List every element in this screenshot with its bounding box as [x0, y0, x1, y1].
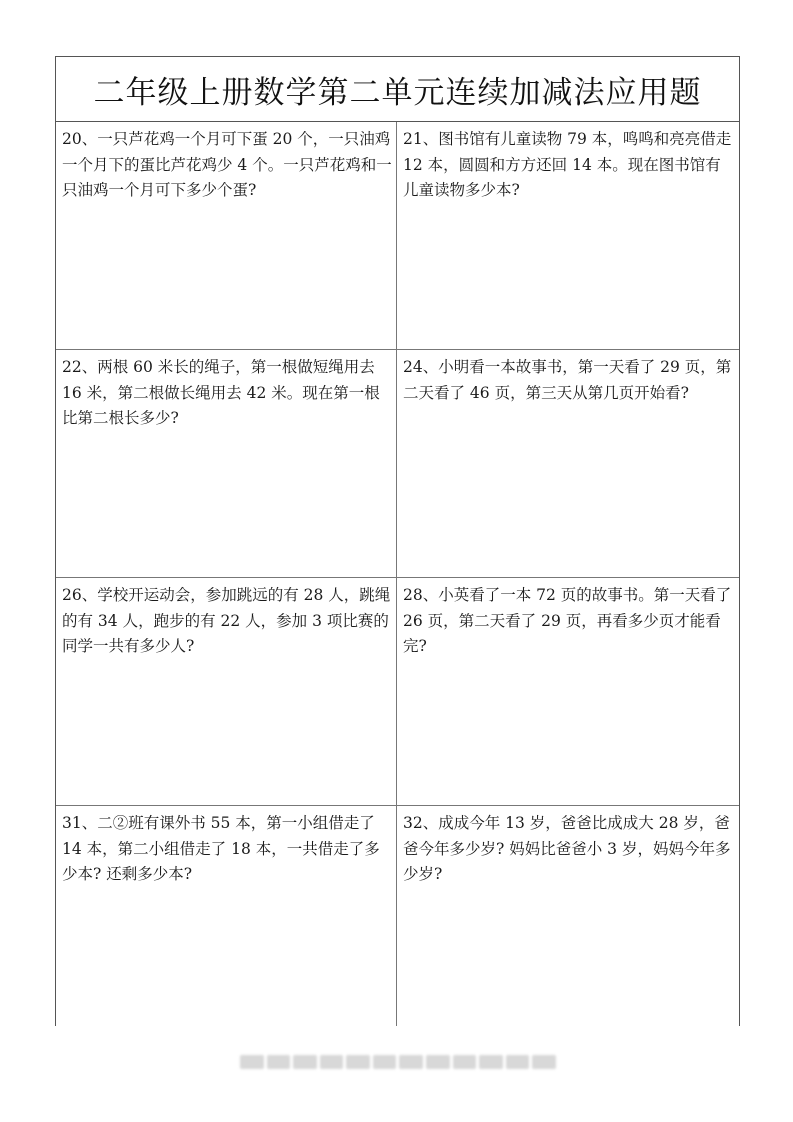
- problem-cell: 22、两根 60 米长的绳子，第一根做短绳用去 16 米，第二根做长绳用去 42 米。现在第一根比第二根长多少?: [56, 350, 397, 578]
- problem-cell: 24、小明看一本故事书，第一天看了 29 页，第二天看了 46 页，第三天从第几页开始看?: [397, 350, 739, 578]
- problem-grid: [56, 122, 739, 1026]
- problem-cell: 20、一只芦花鸡一个月可下蛋 20 个，一只油鸡一个月下的蛋比芦花鸡少 4 个。一只芦花鸡和一只油鸡一个月可下多少个蛋?: [56, 122, 397, 350]
- problem-cell: 31、二②班有课外书 55 本，第一小组借走了 14 本，第二小组借走了 18 本，一共借走了多少本? 还剩多少本?: [56, 806, 397, 1026]
- problem-cell: 26、学校开运动会，参加跳远的有 28 人，跳绳的有 34 人，跑步的有 22 人，参加 3 项比赛的同学一共有多少人?: [56, 578, 397, 806]
- problem-cell: 32、成成今年 13 岁，爸爸比成成大 28 岁，爸爸今年多少岁? 妈妈比爸爸小 3 岁，妈妈今年多少岁?: [403, 814, 731, 883]
- worksheet: [55, 56, 740, 1026]
- page-title: 二年级上册数学第二单元连续加减法应用题: [93, 74, 702, 111]
- blurred-footer-watermark: [240, 1055, 556, 1069]
- problem-cell: 28、小英看了一本 72 页的故事书。第一天看了 26 页，第二天看了 29 页，再看多少页才能看完?: [397, 578, 739, 806]
- title-bar: [56, 57, 739, 122]
- problem-cell: 21、图书馆有儿童读物 79 本，鸣鸣和亮亮借走 12 本，圆圆和方方还回 14 本。现在图书馆有儿童读物多少本?: [397, 122, 739, 350]
